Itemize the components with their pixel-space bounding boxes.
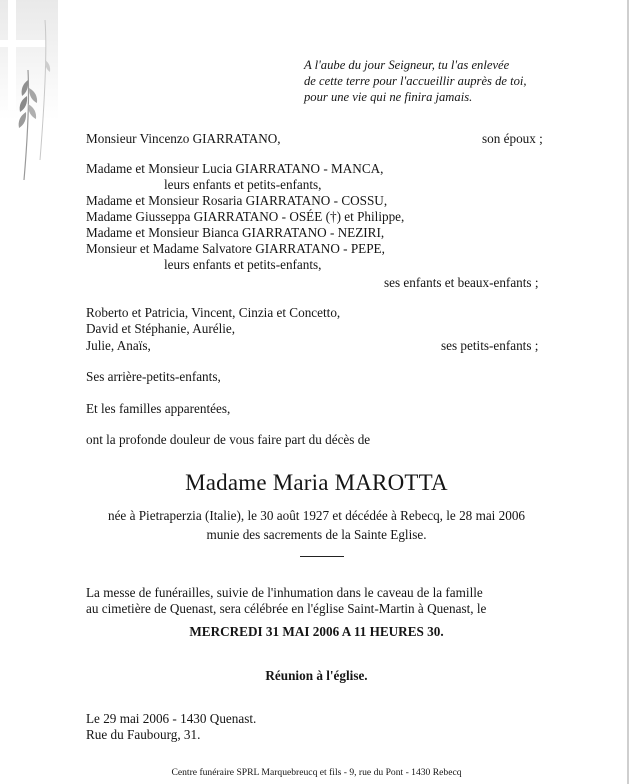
child-line: Madame et Monsieur Lucia GIARRATANO - MANCA, bbox=[86, 161, 384, 176]
grandchildren-role: ses petits-enfants ; bbox=[441, 338, 539, 353]
place-date-line: Le 29 mai 2006 - 1430 Quenast. bbox=[86, 711, 257, 726]
great-grandchildren: Ses arrière-petits-enfants, bbox=[86, 369, 221, 384]
children-role: ses enfants et beaux-enfants ; bbox=[384, 275, 539, 290]
deceased-name: Madame Maria MAROTTA bbox=[185, 470, 448, 495]
spouse-name: Monsieur Vincenzo GIARRATANO, bbox=[86, 131, 281, 146]
funeral-line: au cimetière de Quenast, sera célébrée en l'église Saint-Martin à Quenast, le bbox=[86, 601, 487, 616]
verse-line: pour une vie qui ne finira jamais. bbox=[304, 90, 473, 104]
footer-funeral-home: Centre funéraire SPRL Marquebreucq et fils - 9, rue du Pont - 1430 Rebecq bbox=[171, 767, 462, 778]
child-line: leurs enfants et petits-enfants, bbox=[164, 257, 322, 272]
funeral-date-time: MERCREDI 31 MAI 2006 A 11 HEURES 30. bbox=[189, 624, 444, 639]
announcement: ont la profonde douleur de vous faire part du décès de bbox=[86, 432, 371, 447]
birth-death-line: née à Pietraperzia (Italie), le 30 août 1927 et décédée à Rebecq, le 28 mai 2006 bbox=[107, 508, 526, 523]
spouse-role: son époux ; bbox=[482, 131, 543, 146]
child-line: leurs enfants et petits-enfants, bbox=[164, 177, 322, 192]
child-line: Madame et Monsieur Bianca GIARRATANO - NEZIRI, bbox=[86, 225, 385, 240]
grandchildren-line: Roberto et Patricia, Vincent, Cinzia et Concetto, bbox=[86, 305, 341, 320]
child-line: Madame et Monsieur Rosaria GIARRATANO - COSSU, bbox=[86, 193, 388, 208]
grandchildren-line: David et Stéphanie, Aurélie, bbox=[86, 321, 236, 336]
funeral-line: La messe de funérailles, suivie de l'inhumation dans le caveau de la famille bbox=[86, 585, 483, 600]
address-line: Rue du Faubourg, 31. bbox=[86, 727, 201, 742]
relatives: Et les familles apparentées, bbox=[86, 401, 231, 416]
verse-block bbox=[304, 57, 527, 105]
grandchildren-line: Julie, Anaïs, bbox=[86, 338, 151, 353]
page-edge bbox=[627, 0, 629, 784]
verse-line: A l'aube du jour Seigneur, tu l'as enlevée bbox=[304, 58, 510, 72]
sacraments-line: munie des sacrements de la Sainte Eglise. bbox=[206, 527, 427, 542]
divider bbox=[300, 556, 344, 557]
meeting-line: Réunion à l'église. bbox=[265, 668, 368, 683]
child-line: Monsieur et Madame Salvatore GIARRATANO - PEPE, bbox=[86, 241, 385, 256]
cross-wheat-decoration-icon bbox=[0, 0, 70, 190]
verse-line: de cette terre pour l'accueillir auprès de toi, bbox=[304, 74, 527, 88]
child-line: Madame Giusseppa GIARRATANO - OSÉE (†) et Philippe, bbox=[86, 209, 405, 224]
